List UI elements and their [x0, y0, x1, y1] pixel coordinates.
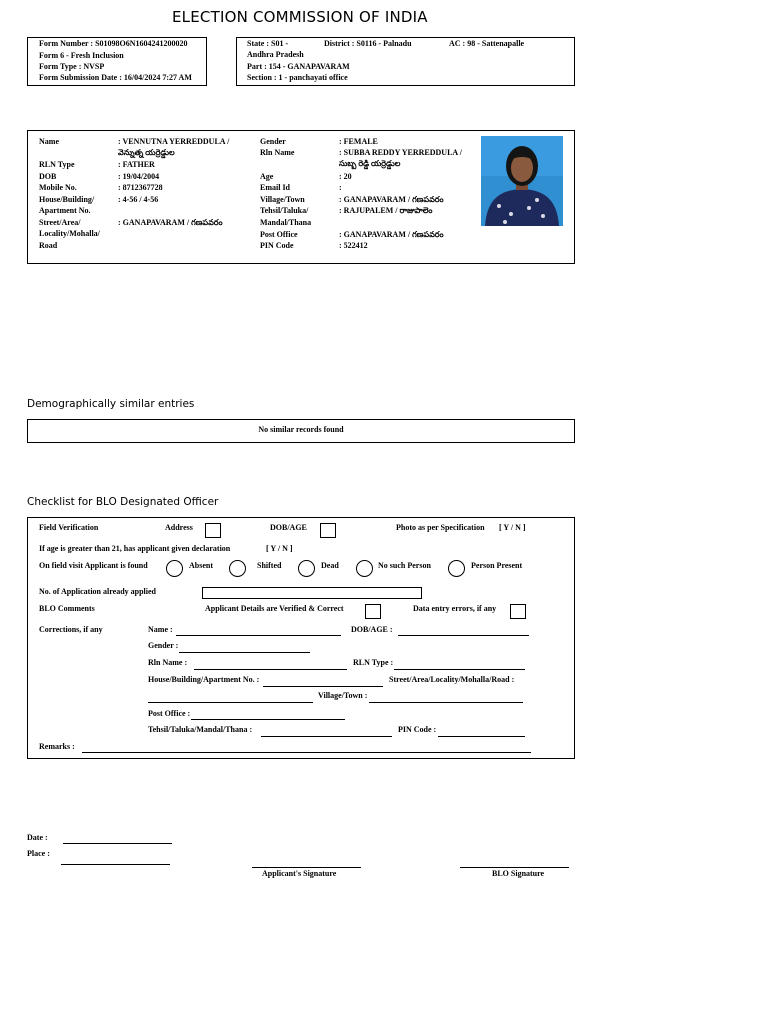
status-shifted-label: Shifted — [257, 561, 282, 570]
label-tehsil: Tehsil/Taluka/ — [260, 206, 309, 215]
date-field[interactable] — [63, 843, 172, 844]
label-mobile: Mobile No. — [39, 183, 77, 192]
label-email: Email Id — [260, 183, 291, 192]
blo-comments-label: BLO Comments — [39, 604, 95, 613]
value-house: : 4-56 / 4-56 — [118, 195, 159, 204]
person-silhouette-icon — [481, 136, 563, 226]
state: State : S01 - — [247, 39, 289, 48]
correction-rln-type-label: RLN Type : — [353, 658, 394, 667]
value-gender: : FEMALE — [339, 137, 378, 146]
correction-name-field[interactable] — [176, 635, 341, 636]
correction-house-label: House/Building/Apartment No. : — [148, 675, 260, 684]
status-absent-label: Absent — [189, 561, 214, 570]
photo-spec-label: Photo as per Specification — [396, 523, 485, 532]
correction-pin-field[interactable] — [438, 736, 525, 737]
remarks-field[interactable] — [82, 752, 531, 753]
applicant-signature-line[interactable] — [252, 867, 361, 868]
value-tehsil: : RAJUPALEM / రాజుపాలెం — [339, 206, 433, 215]
label-pin-code: PIN Code — [260, 241, 294, 250]
correction-tehsil-field[interactable] — [261, 736, 392, 737]
correction-post-office-field[interactable] — [191, 719, 345, 720]
value-street: : GANAPAVARAM / గణపవరం — [118, 218, 223, 227]
checklist-box — [27, 517, 575, 759]
status-dead-radio[interactable] — [298, 560, 315, 577]
label-village: Village/Town — [260, 195, 305, 204]
correction-tehsil-label: Tehsil/Taluka/Mandal/Thana : — [148, 725, 253, 734]
place-label: Place : — [27, 849, 50, 858]
correction-rln-name-field[interactable] — [194, 669, 347, 670]
section: Section : 1 - panchayati office — [247, 73, 348, 82]
status-person-present-radio[interactable] — [448, 560, 465, 577]
value-pin-code: : 522412 — [339, 241, 368, 250]
blo-signature-line[interactable] — [460, 867, 569, 868]
correction-name-label: Name : — [148, 625, 173, 634]
label-post-office: Post Office — [260, 230, 298, 239]
status-absent-radio[interactable] — [166, 560, 183, 577]
correction-house-field[interactable] — [263, 686, 383, 687]
similar-entries-message: No similar records found — [258, 425, 344, 434]
label-dob: DOB — [39, 172, 57, 181]
applicant-signature-label: Applicant's Signature — [262, 869, 337, 878]
value-mobile: : 8712367728 — [118, 183, 163, 192]
status-shifted-radio[interactable] — [229, 560, 246, 577]
value-village: : GANAPAVARAM / గణపవరం — [339, 195, 444, 204]
details-verified-label: Applicant Details are Verified & Correct — [205, 604, 344, 613]
label-rln-name: Rln Name — [260, 148, 295, 157]
correction-gender-field[interactable] — [179, 652, 310, 653]
correction-dob-age-label: DOB/AGE : — [351, 625, 393, 634]
value-dob: : 19/04/2004 — [118, 172, 160, 181]
label-mandal: Mandal/Thana — [260, 218, 312, 227]
field-visit-label: On field visit Applicant is found — [39, 561, 148, 570]
form-name: Form 6 - Fresh Inclusion — [39, 51, 124, 60]
value-name: : VENNUTNA YERREDDULA / — [118, 137, 230, 146]
status-no-such-person-radio[interactable] — [356, 560, 373, 577]
age-declaration-label: If age is greater than 21, has applicant given declaration — [39, 544, 231, 553]
correction-street-label: Street/Area/Locality/Mohalla/Road : — [389, 675, 515, 684]
data-entry-errors-label: Data entry errors, if any — [413, 604, 497, 613]
blo-signature-label: BLO Signature — [492, 869, 545, 878]
correction-rln-type-field[interactable] — [394, 669, 525, 670]
part: Part : 154 - GANAPAVARAM — [247, 62, 350, 71]
value-name-telugu: వెన్నుత్న యర్రెడ్డుల — [118, 148, 175, 157]
state-name: Andhra Pradesh — [247, 50, 304, 59]
value-age: : 20 — [339, 172, 352, 181]
form-type: Form Type : NVSP — [39, 62, 105, 71]
dob-age-label: DOB/AGE — [270, 523, 307, 532]
label-apartment: Apartment No. — [39, 206, 91, 215]
details-verified-checkbox[interactable] — [365, 604, 381, 619]
dob-age-checkbox[interactable] — [320, 523, 336, 538]
correction-street-field[interactable] — [148, 702, 313, 703]
value-rln-type: : FATHER — [118, 160, 155, 169]
value-rln-name: : SUBBA REDDY YERREDDULA / — [339, 148, 462, 157]
value-rln-name-telugu: సుబ్బ రెడ్డి యర్రెడ్డుల — [339, 159, 401, 168]
place-field[interactable] — [61, 864, 170, 865]
form-number: Form Number : S01098O6N1604241200020 — [39, 39, 188, 48]
label-road: Road — [39, 241, 58, 250]
correction-post-office-label: Post Office : — [148, 709, 191, 718]
applications-applied-label: No. of Application already applied — [39, 587, 156, 596]
status-dead-label: Dead — [321, 561, 339, 570]
label-age: Age — [260, 172, 274, 181]
field-verification-label: Field Verification — [39, 523, 99, 532]
label-street: Street/Area/ — [39, 218, 81, 227]
photo-spec-yn: [ Y / N ] — [499, 523, 526, 532]
status-no-such-person-label: No such Person — [378, 561, 431, 570]
status-person-present-label: Person Present — [471, 561, 523, 570]
assembly-constituency: AC : 98 - Sattenapalle — [449, 39, 525, 48]
label-locality: Locality/Mohalla/ — [39, 229, 100, 238]
applications-applied-input[interactable] — [202, 587, 422, 599]
value-post-office: : GANAPAVARAM / గణపవరం — [339, 230, 444, 239]
data-entry-errors-checkbox[interactable] — [510, 604, 526, 619]
address-checkbox[interactable] — [205, 523, 221, 538]
corrections-label: Corrections, if any — [39, 625, 103, 634]
similar-entries-heading: Demographically similar entries — [27, 398, 195, 410]
label-house: House/Building/ — [39, 195, 95, 204]
correction-pin-label: PIN Code : — [398, 725, 437, 734]
remarks-label: Remarks : — [39, 742, 75, 751]
date-label: Date : — [27, 833, 48, 842]
district: District : S0116 - Palnadu — [324, 39, 412, 48]
correction-rln-name-label: Rln Name : — [148, 658, 188, 667]
applicant-photo — [481, 136, 563, 226]
checklist-heading: Checklist for BLO Designated Officer — [27, 496, 219, 508]
address-label: Address — [165, 523, 193, 532]
correction-village-label: Village/Town : — [318, 691, 368, 700]
label-gender: Gender — [260, 137, 286, 146]
label-name: Name — [39, 137, 59, 146]
form-submission-date: Form Submission Date : 16/04/2024 7:27 AM — [39, 73, 192, 82]
correction-village-field[interactable] — [369, 702, 523, 703]
age-declaration-yn: [ Y / N ] — [266, 544, 293, 553]
label-rln-type: RLN Type — [39, 160, 75, 169]
correction-gender-label: Gender : — [148, 641, 179, 650]
correction-dob-age-field[interactable] — [398, 635, 529, 636]
page-title: ELECTION COMMISSION OF INDIA — [172, 8, 428, 26]
value-email: : — [339, 183, 342, 192]
